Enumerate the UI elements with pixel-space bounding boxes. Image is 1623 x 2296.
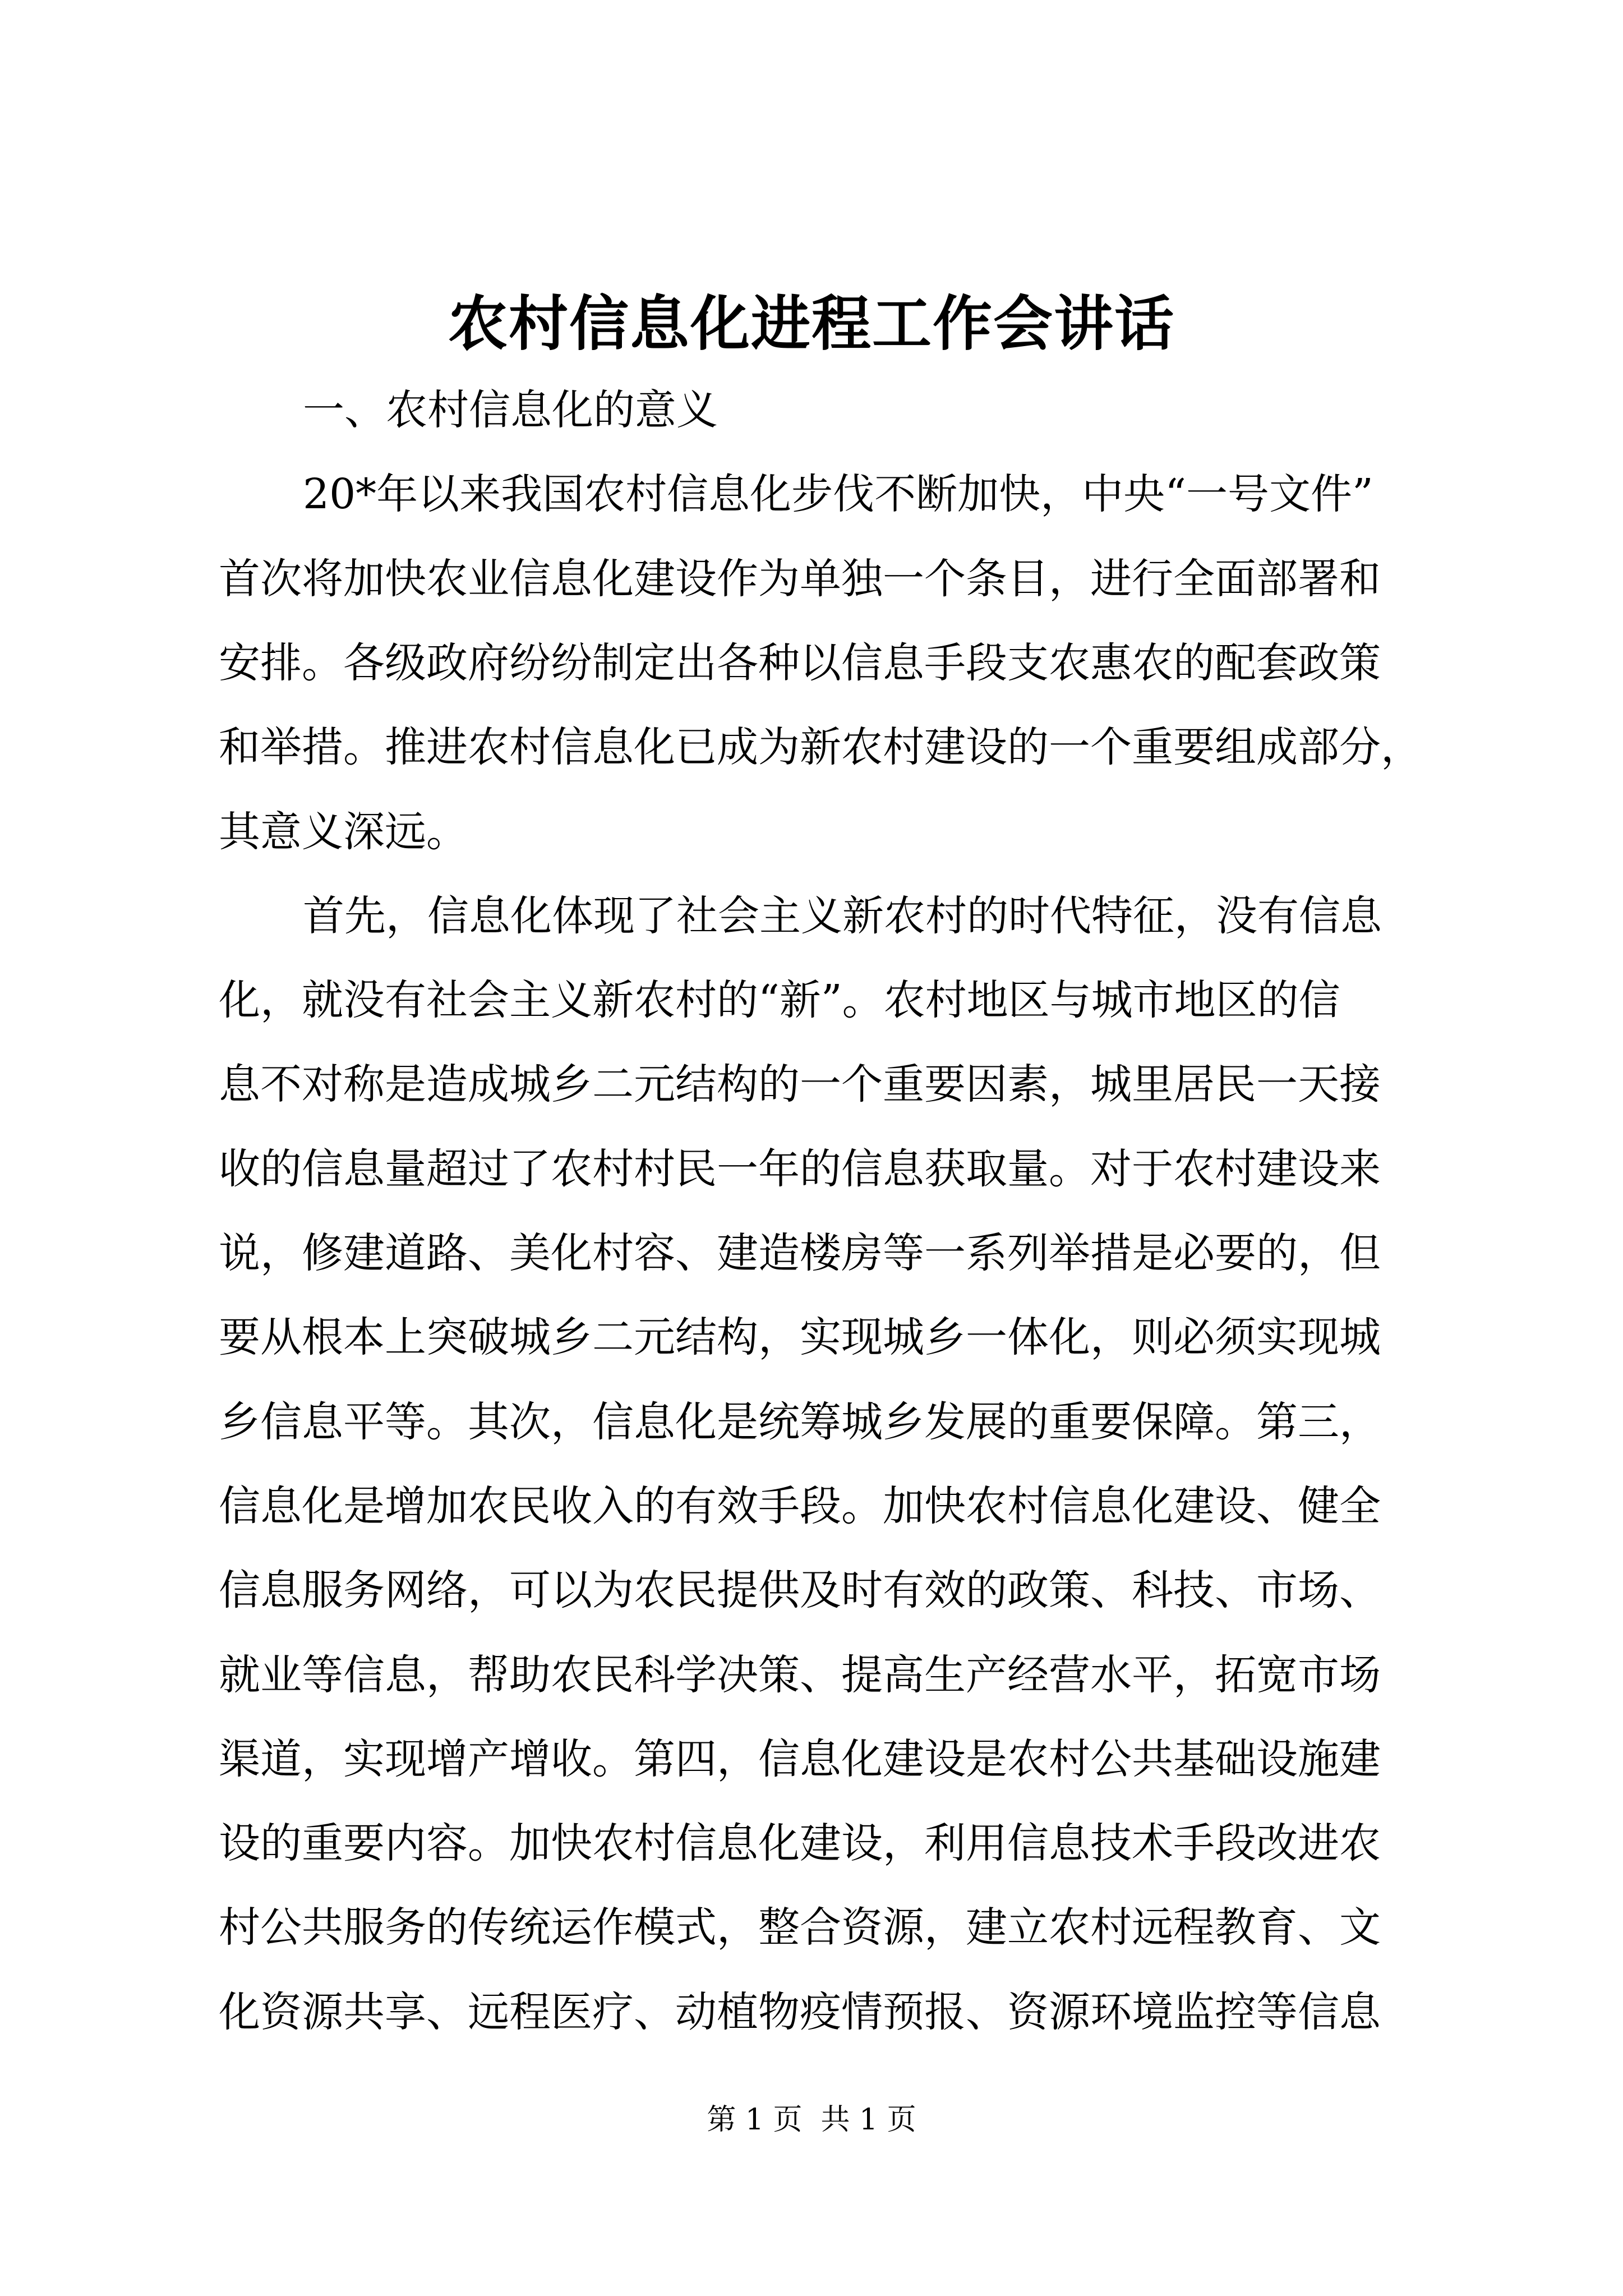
paragraph-line: 渠道，实现增产增收。第四，信息化建设是农村公共基础设施建	[219, 1735, 1381, 1783]
paragraph-line: 乡信息平等。其次，信息化是统筹城乡发展的重要保障。第三，	[219, 1398, 1381, 1446]
paragraph-line: 首次将加快农业信息化建设作为单独一个条目，进行全面部署和	[219, 555, 1381, 603]
paragraph-line: 化资源共享、远程医疗、动植物疫情预报、资源环境监控等信息	[219, 1988, 1381, 2036]
paragraph-line: 设的重要内容。加快农村信息化建设，利用信息技术手段改进农	[219, 1819, 1381, 1867]
document-title: 农村信息化进程工作会讲话	[448, 289, 1175, 358]
paragraph-line: 20*年以来我国农村信息化步伐不断加快，中央“一号文件”	[303, 470, 1373, 518]
section-heading: 一、农村信息化的意义	[303, 386, 718, 434]
page-footer: 第 1 页 共 1 页	[707, 2103, 916, 2137]
paragraph-line: 息不对称是造成城乡二元结构的一个重要因素，城里居民一天接	[219, 1060, 1381, 1108]
paragraph-line: 就业等信息，帮助农民科学决策、提高生产经营水平，拓宽市场	[219, 1651, 1381, 1699]
paragraph-line: 要从根本上突破城乡二元结构，实现城乡一体化，则必须实现城	[219, 1313, 1381, 1361]
paragraph-line: 收的信息量超过了农村村民一年的信息获取量。对于农村建设来	[219, 1145, 1381, 1193]
paragraph-line: 村公共服务的传统运作模式，整合资源，建立农村远程教育、文	[219, 1903, 1381, 1952]
paragraph-line: 说，修建道路、美化村容、建造楼房等一系列举措是必要的，但	[219, 1229, 1381, 1277]
paragraph-line: 安排。各级政府纷纷制定出各种以信息手段支农惠农的配套政策	[219, 639, 1381, 687]
paragraph-line: 信息服务网络，可以为农民提供及时有效的政策、科技、市场、	[219, 1566, 1381, 1614]
paragraph-line: 首先，信息化体现了社会主义新农村的时代特征，没有信息	[303, 892, 1382, 940]
paragraph-line: 和举措。推进农村信息化已成为新农村建设的一个重要组成部分，	[219, 723, 1422, 771]
paragraph-line: 其意义深远。	[219, 808, 468, 856]
paragraph-line: 信息化是增加农民收入的有效手段。加快农村信息化建设、健全	[219, 1482, 1381, 1530]
paragraph-line: 化，就没有社会主义新农村的“新”。农村地区与城市地区的信	[219, 976, 1340, 1024]
